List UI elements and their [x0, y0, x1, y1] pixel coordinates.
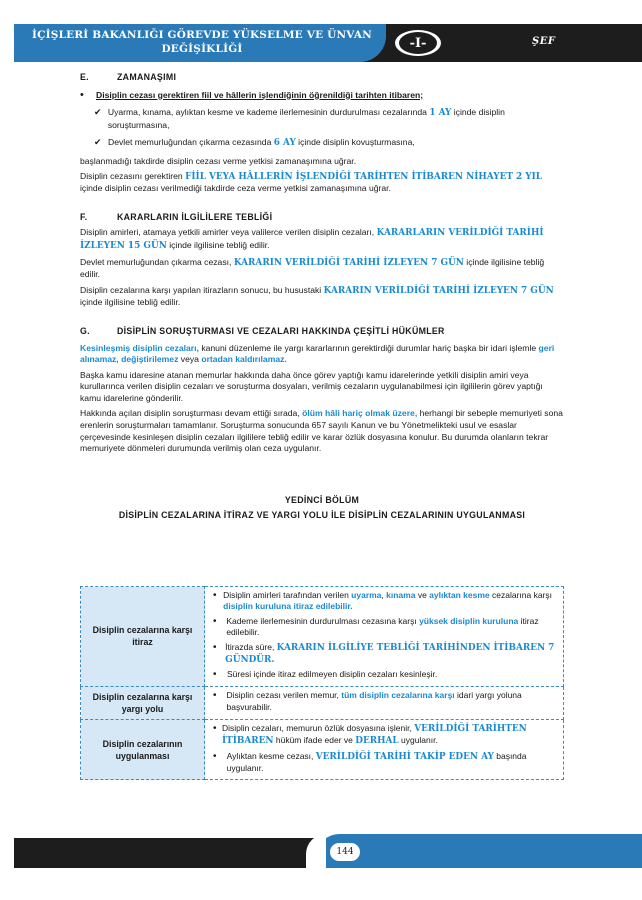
list-item: • Disiplin cezası verilen memur, tüm disiplin cezalarına karşı idari yargı yoluna başvurabilir.: [213, 690, 522, 712]
list-item: • Disiplin cezaları, memurun özlük dosyasına işlenir, VERİLDİĞİ TARİHTEN İTİBAREN hüküm ifade eder ve DERHAL uygulanır.: [213, 722, 527, 747]
header-band: [14, 24, 642, 62]
header-title-band: [14, 24, 386, 62]
summary-table: [80, 586, 564, 780]
section-letter: E.: [80, 72, 89, 82]
check-text: Uyarma, kınama, aylıktan kesme ve kademe ilerlemesinin durdurulması cezalarında 1 AY içinde disiplin soruşturmasına,: [107, 107, 505, 130]
table-row: [81, 587, 564, 687]
bullet-icon: •: [80, 88, 84, 101]
section-e-heading: [80, 72, 564, 84]
check-item: [80, 137, 564, 150]
list-item: • Aylıktan kesme cezası, VERİLDİĞİ TARİHİ TAKİP EDEN AY başında uygulanır.: [213, 750, 527, 774]
list-item: • Kademe ilerlemesinin durdurulması cezasına karşı yüksek disiplin kuruluna itiraz edilebilir.: [213, 615, 539, 638]
footer-accent: [314, 834, 642, 868]
list-item: • İtirazda süre, KARARIN İLGİLİYE TEBLİĞİ TARİHİNDEN İTİBAREN 7 GÜNDÜR.: [213, 641, 555, 666]
section-title: ZAMANAŞIMI: [117, 72, 177, 82]
section-g-heading: [80, 326, 564, 338]
paragraph: Başka kamu idaresine atanan memurlar hakkında daha önce görev yaptığı kamu idarelerinde yetkili disiplin amiri veya kurullarınca verilen disiplin cezaları ve soruşturma dosyaları, verilmiş cezaların uygulanabilmesi için ilgililerin görev yaptığı kamu idarelerine gönderilir.: [80, 369, 543, 403]
logo-icon: [392, 27, 444, 59]
bullet-icon: •: [213, 615, 217, 627]
page-number: 144: [330, 843, 360, 861]
check-item: [80, 107, 564, 131]
table-row: [81, 686, 564, 719]
paragraph: Disiplin amirleri, atamaya yetkili amirler veya valilerce verilen disiplin cezaları, KARARLARIN VERİLDİĞİ TARİHİ İZLEYEN 15 GÜN içinde ilgilisine tebliğ edilir.: [80, 227, 544, 251]
row-label: Disiplin cezalarına karşı itiraz: [81, 587, 205, 687]
row-content: [205, 686, 564, 719]
bullet-icon: •: [213, 722, 217, 734]
list-item: • Disiplin amirleri tarafından verilen uyarma, kınama ve aylıktan kesme cezalarına karşı disiplin kuruluna itiraz edilebilir.: [213, 590, 553, 612]
bullet-text: Disiplin cezası gerektiren fiil ve hâllerin işlendiğinin öğrenildiği tarihten itibaren;: [96, 89, 424, 100]
page-content: [80, 72, 564, 522]
row-content: [205, 719, 564, 780]
paragraph: başlanmadığı takdirde disiplin cezası verme yetkisi zamanaşımına uğrar.: [80, 155, 357, 166]
section-letter: G.: [80, 325, 90, 336]
paragraph: Hakkında açılan disiplin soruşturması devam ettiği sırada, ölüm hâli hariç olmak üzere, herhangi bir sebeple memuriyeti sona erenlerin soruşturmaları tamamlanır. Soruşturma sonucunda 657 sayılı Kanun ve bu Yönetmelikteki usul ve esaslar çerçevesinde kesinleşen disiplin cezaları ilgililere tebliğ edilir ve karar özlük dosyasına konulur. Bu durumda olanların tekrar memuriyete dönmeleri durumunda verilmiş olan ceza uygulanır.: [80, 408, 563, 454]
header-right-band: [434, 24, 642, 62]
bullet-icon: •: [213, 641, 217, 653]
table-row: [81, 719, 564, 780]
bullet-icon: •: [213, 690, 217, 702]
chapter-number: YEDİNCİ BÖLÜM: [284, 494, 360, 505]
bullet-icon: •: [213, 750, 217, 762]
bullet-icon: •: [213, 669, 217, 681]
section-letter: F.: [80, 211, 88, 222]
section-f-heading: [80, 212, 564, 224]
checkmark-icon: ✔: [94, 107, 102, 118]
chapter-title: DİSİPLİN CEZALARINA İTİRAZ VE YARGI YOLU İLE DİSİPLİN CEZALARININ UYGULANMASI: [118, 510, 526, 521]
header-title: İÇİŞLERİ BAKANLIĞI GÖREVDE YÜKSELME VE ÜNVAN DEĞİŞİKLİĞİ: [32, 29, 372, 55]
check-text: Devlet memurluğundan çıkarma cezasında 6 AY içinde disiplin kovuşturmasına,: [108, 137, 415, 149]
bullet-icon: •: [213, 590, 217, 601]
section-e-bullet: [80, 90, 564, 102]
list-item: • Süresi içinde itiraz edilmeyen disiplin cezaları kesinleşir.: [213, 669, 438, 681]
paragraph: Kesinleşmiş disiplin cezaları, kanuni düzenleme ile yargı kararlarının gerektirdiği durumlar hariç başka bir idari işlemle geri alınamaz, değiştirilemez veya ortadan kaldırılamaz.: [80, 342, 555, 365]
footer-band: [14, 838, 642, 868]
paragraph: Disiplin cezasını gerektiren FİİL VEYA HÂLLERİN İŞLENDİĞİ TARİHTEN İTİBAREN NİHAYET 2 YIL içinde disiplin cezası verilmediği takdirde ceza verme yetkisi zamanaşımına uğrar.: [80, 170, 543, 194]
section-title: DİSİPLİN SORUŞTURMASI VE CEZALARI HAKKINDA ÇEŞİTLİ HÜKÜMLER: [117, 325, 445, 336]
row-label: Disiplin cezalarının uygulanması: [81, 719, 205, 780]
checkmark-icon: ✔: [94, 137, 102, 148]
logo-mark: -I-: [399, 32, 437, 54]
section-title: KARARLARIN İLGİLİLERE TEBLİĞİ: [117, 211, 273, 222]
footer-divider: [306, 834, 326, 868]
row-label: Disiplin cezalarına karşı yargı yolu: [81, 686, 205, 719]
paragraph: Devlet memurluğundan çıkarma cezası, KARARIN VERİLDİĞİ TARİHİ İZLEYEN 7 GÜN içinde ilgilisine tebliğ edilir.: [80, 256, 545, 280]
row-content: [205, 587, 564, 687]
position-label: ŞEF: [532, 36, 556, 47]
paragraph: Disiplin cezalarına karşı yapılan itirazların sonucu, bu husustaki KARARIN VERİLDİĞİ TARİHİ İZLEYEN 7 GÜN içinde ilgilisine tebliğ edilir.: [80, 284, 554, 308]
